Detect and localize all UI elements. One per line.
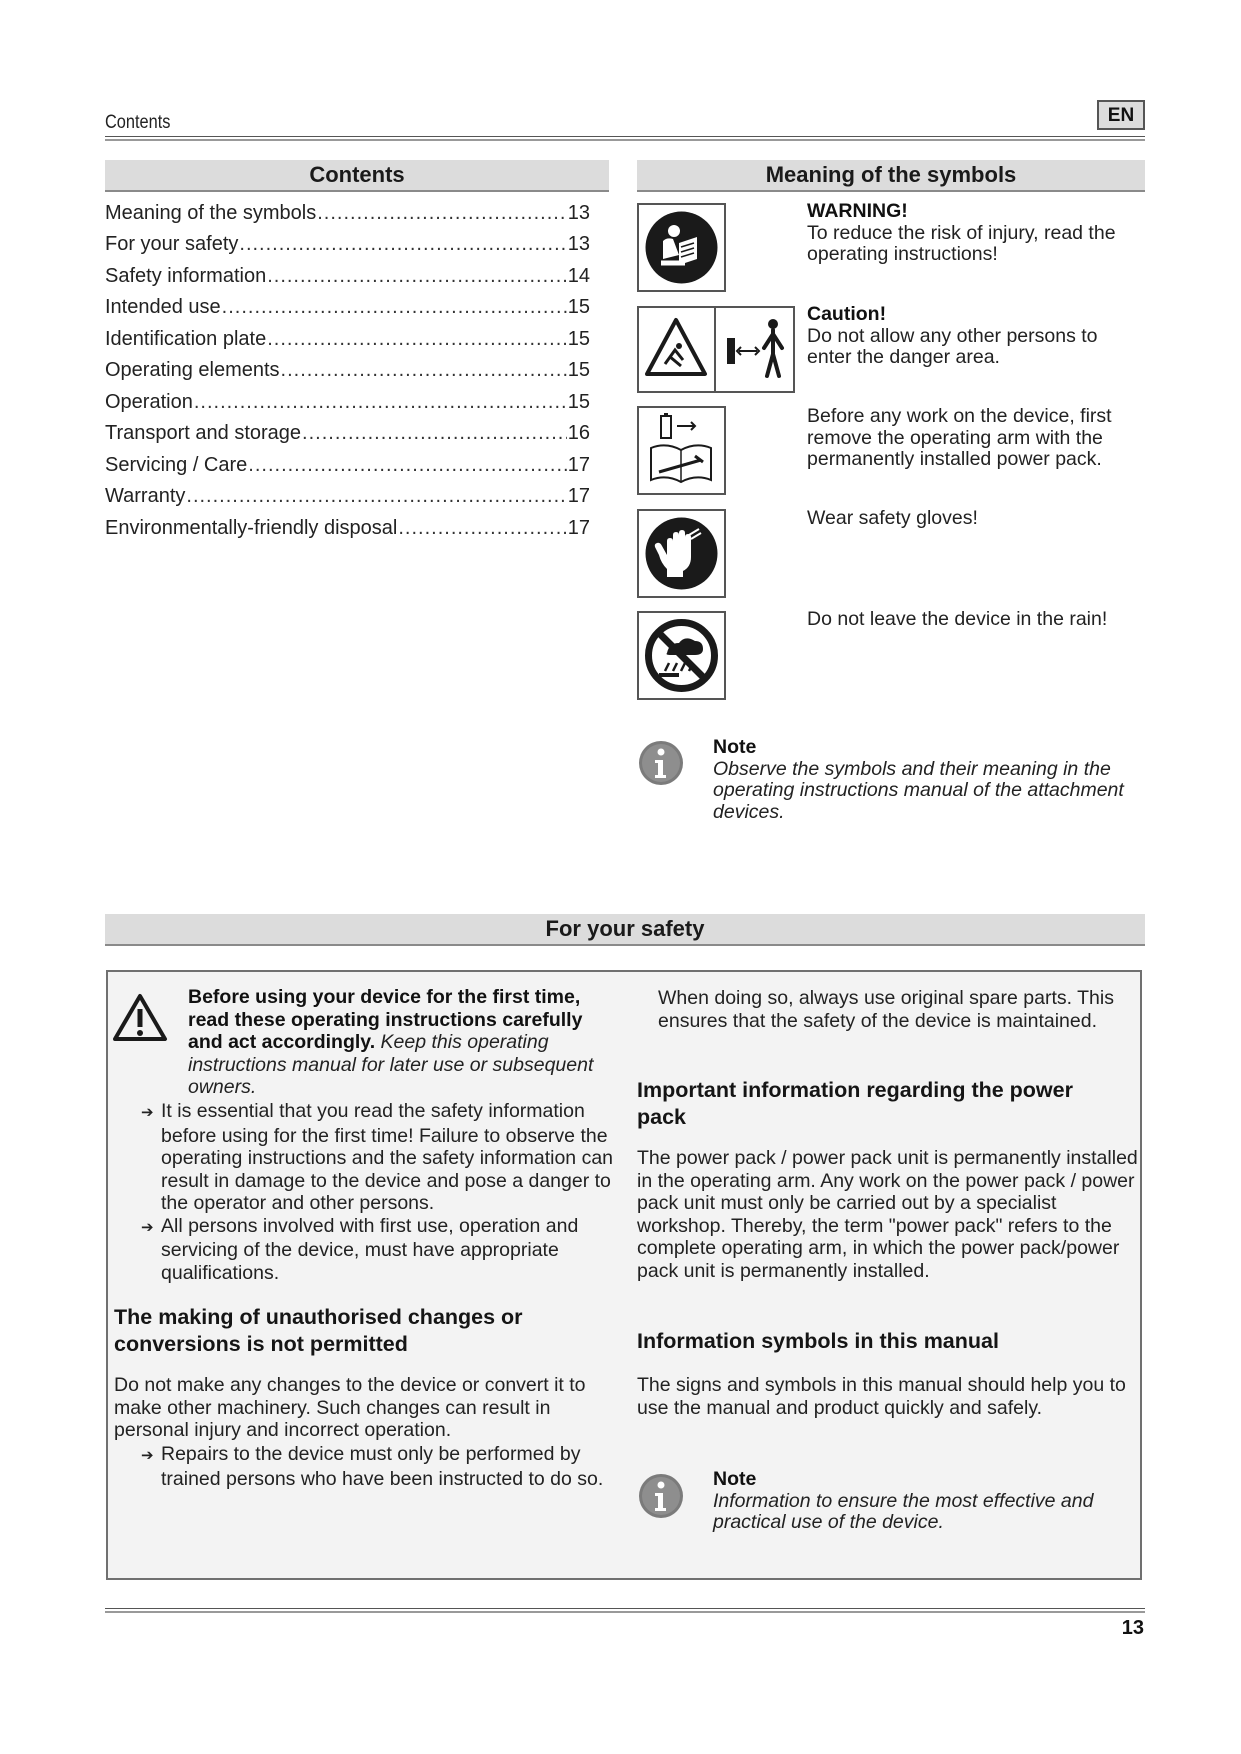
symbol-text: Do not allow any other persons to enter the danger area.	[807, 324, 1098, 368]
toc-entry-label: Intended use	[105, 296, 221, 318]
spare-parts-text: When doing so, always use original spare parts. This ensures that the safety of the device is maintained.	[658, 987, 1114, 1032]
toc-entry-label: Safety information	[105, 265, 267, 287]
info-symbols-heading: Information symbols in this manual	[637, 1329, 999, 1353]
toc-entry-label: Identification plate	[105, 328, 267, 350]
header-rule	[105, 136, 1145, 137]
toc-leader	[186, 485, 566, 508]
toc-entry-label: Operation	[105, 391, 193, 413]
toc-entry[interactable]	[105, 422, 590, 453]
symbols-note	[713, 737, 1143, 823]
read-manual-icon	[637, 203, 726, 292]
symbol-text: Before any work on the device, first remove the operating arm with the permanently installed power pack.	[807, 405, 1112, 470]
symbol-text: Do not leave the device in the rain!	[807, 608, 1108, 630]
info-symbols-text: The signs and symbols in this manual should help you to use the manual and product quickly and safely.	[637, 1374, 1126, 1419]
symbol-description	[807, 609, 1147, 631]
note-text: Information to ensure the most effective and practical use of the device.	[713, 1489, 1094, 1533]
warning-lead-bold: Before using your device for the first time, read these operating instructions carefully and act accordingly.	[188, 986, 583, 1053]
toc-entry[interactable]	[105, 485, 590, 516]
warning-triangle-icon	[112, 993, 168, 1043]
bullet-text: Repairs to the device must only be performed by trained persons who have been instructed to do so.	[161, 1443, 604, 1490]
symbol-heading: Caution!	[807, 303, 887, 325]
toc-entry-page: 17	[567, 454, 590, 476]
toc-entry-page: 13	[567, 202, 590, 224]
toc-entry-page: 15	[567, 359, 590, 381]
toc-leader	[267, 265, 567, 288]
toc-leader	[317, 202, 567, 225]
warning-lead	[188, 986, 608, 1099]
toc-entry-label: For your safety	[105, 233, 239, 255]
arrow-icon: ➔	[141, 1447, 154, 1464]
toc-leader	[281, 359, 567, 382]
toc-entry[interactable]	[105, 265, 590, 296]
symbol-description	[807, 508, 1147, 530]
toc-leader	[398, 517, 566, 540]
warning-lead-italic: Keep this operating instructions manual for later use or subsequent owners.	[188, 1031, 594, 1098]
toc-leader	[267, 328, 567, 351]
toc-leader	[194, 391, 567, 414]
footer-rule-secondary	[105, 1611, 1145, 1613]
toc-entry[interactable]	[105, 233, 590, 264]
toc-entry-label: Operating elements	[105, 359, 280, 381]
bullet-item	[133, 1443, 633, 1490]
toc-entry[interactable]	[105, 391, 590, 422]
arrow-icon: ➔	[141, 1104, 154, 1121]
bullet-item	[133, 1215, 633, 1285]
toc-entry-page: 14	[567, 265, 590, 287]
toc-entry-label: Environmentally-friendly disposal	[105, 517, 398, 539]
toc-entry[interactable]	[105, 517, 590, 548]
toc-entry-page: 17	[567, 517, 590, 539]
toc-entry-label: Servicing / Care	[105, 454, 248, 476]
arrow-icon: ➔	[141, 1218, 154, 1236]
info-icon	[637, 1472, 685, 1520]
page-number: 13	[1121, 1617, 1144, 1639]
wear-gloves-icon	[637, 509, 726, 598]
note-title: Note	[713, 736, 757, 758]
note-title: Note	[713, 1468, 757, 1490]
toc-entry-label: Meaning of the symbols	[105, 202, 317, 224]
bullet-text: All persons involved with first use, operation and servicing of the device, must have appropriate qualifications.	[161, 1214, 579, 1284]
no-rain-icon	[637, 611, 726, 700]
toc-leader	[248, 454, 566, 477]
remove-battery-icon	[637, 406, 726, 495]
safety-bullets	[133, 1100, 633, 1284]
running-title: Contents	[105, 112, 171, 133]
toc-entry-page: 15	[567, 296, 590, 318]
symbol-heading: WARNING!	[807, 200, 908, 222]
toc-leader	[222, 296, 567, 319]
repair-bullets	[133, 1443, 633, 1490]
toc-entry-label: Transport and storage	[105, 422, 302, 444]
power-pack-heading: Important information regarding the power pack	[637, 1078, 1073, 1129]
toc-entry[interactable]	[105, 328, 590, 359]
toc-entry[interactable]	[105, 296, 590, 327]
header-rule-secondary	[105, 139, 1145, 141]
symbol-text: To reduce the risk of injury, read the operating instructions!	[807, 221, 1116, 265]
bullet-item	[133, 1100, 633, 1215]
symbol-text: Wear safety gloves!	[807, 507, 978, 529]
toc-entry[interactable]	[105, 202, 590, 233]
toc-entry-page: 15	[567, 328, 590, 350]
toc-leader	[239, 233, 566, 256]
toc-entry[interactable]	[105, 454, 590, 485]
toc-entry[interactable]	[105, 359, 590, 390]
symbol-description	[807, 406, 1147, 471]
language-badge: EN	[1097, 100, 1145, 130]
note-text: Observe the symbols and their meaning in the operating instructions manual of the attachment devices.	[713, 757, 1124, 823]
power-pack-text: The power pack / power pack unit is permanently installed in the operating arm. Any work on the power pack / power pack unit must only be carried out by a specialist workshop. Thereby, the term "power pack" refers to the complete operating arm, in which the power pack/power pack unit is permanently installed.	[637, 1147, 1138, 1282]
footer-rule	[105, 1608, 1145, 1609]
toc-entry-label: Warranty	[105, 485, 186, 507]
keep-distance-icon	[637, 306, 795, 393]
safety-note	[713, 1469, 1143, 1534]
bullet-text: It is essential that you read the safety information before using for the first time! Failure to observe the operating instructions and the safety information can result in damage to the device and pose a danger to the operator and other persons.	[161, 1100, 614, 1214]
symbol-description	[807, 201, 1147, 266]
toc-entry-page: 17	[567, 485, 590, 507]
toc-entry-page: 15	[567, 391, 590, 413]
toc-entry-page: 13	[567, 233, 590, 255]
changes-text: Do not make any changes to the device or convert it to make other machinery. Such changes can result in personal injury and incorrect operation.	[114, 1374, 586, 1441]
safety-heading: For your safety	[105, 914, 1145, 946]
symbols-heading: Meaning of the symbols	[637, 160, 1145, 192]
changes-heading: The making of unauthorised changes or conversions is not permitted	[114, 1305, 523, 1356]
symbol-description	[807, 304, 1147, 369]
contents-heading: Contents	[105, 160, 609, 192]
toc-leader	[302, 422, 567, 445]
info-icon	[637, 739, 685, 787]
toc-entry-page: 16	[567, 422, 590, 444]
